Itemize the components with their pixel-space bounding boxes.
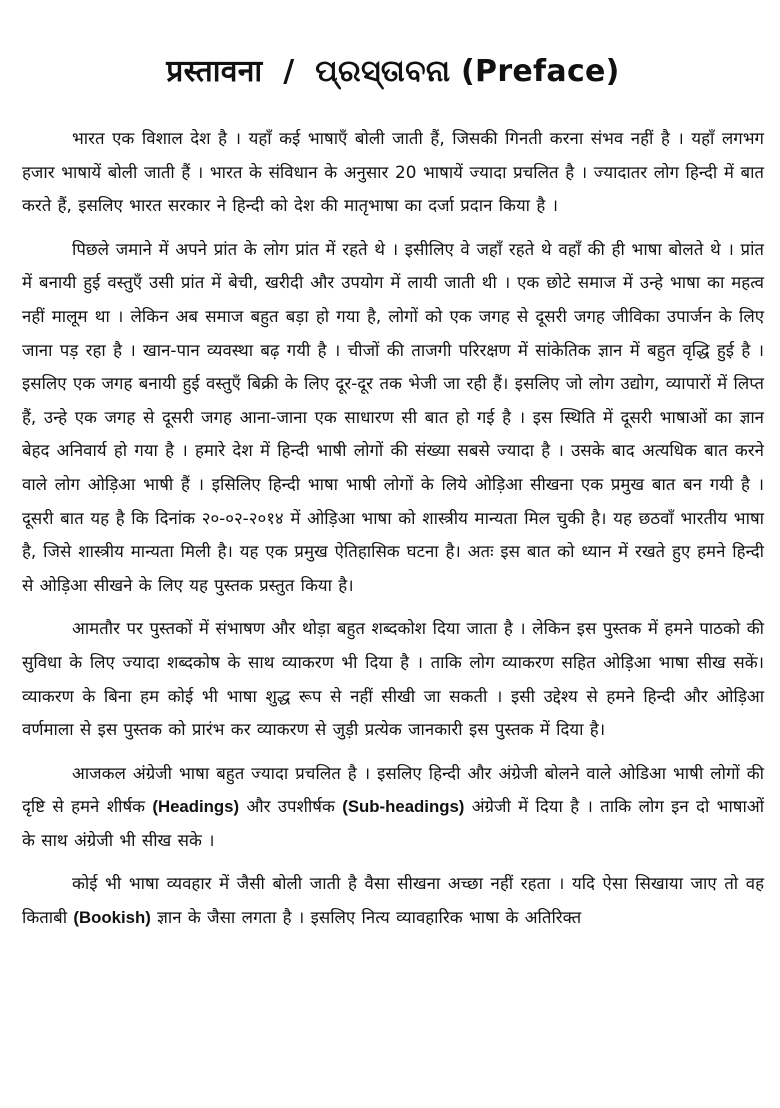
paragraph bbox=[22, 122, 764, 223]
document-page bbox=[22, 40, 764, 945]
paragraph bbox=[22, 233, 764, 603]
title-separator: / bbox=[283, 54, 295, 89]
page-title bbox=[22, 52, 764, 92]
paragraph-text: पिछले जमाने में अपने प्रांत के लोग प्रांत में रहते थे । इसीलिए वे जहाँ रहते थे वहाँ की ही भाषा बोलते थे । प्रांत में बनायी हुई वस्तुएँ उसी प्रांत में बेची, खरीदी और उपयोग में लायी जाती थी । एक छोटे समाज में उन्हे भाषा का महत्व नहीं मालूम था । लेकिन अब समाज बहुत बड़ा हो गया है, लोगों को एक जगह से दूसरी जगह जीविका उपार्जन के लिए जाना पड़ रहा है । खान-पान व्यवस्था बढ़ गयी है । चीजों की ताजगी परिरक्षण में सांकेतिक ज्ञान में बहुत वृद्धि हुई है । इसलिए एक जगह बनायी हुई वस्तुएँ बिक्री के लिए दूर-दूर तक भेजी जा रही हैं। इसलिए जो लोग उद्योग, व्यापारों में लिप्त हैं, उन्हे एक जगह से दूसरी जगह आना-जाना एक साधारण सी बात हो गई है । इस स्थिति में दूसरी भाषाओं का ज्ञान बेहद अनिवार्य हो गया है । हमारे देश में हिन्दी भाषी लोगों की संख्या सबसे ज्यादा है । उसके बाद अत्यधिक बात करने वाले लोग ओड़िआ भाषी हैं । इसिलिए हिन्दी भाषा भाषी लोगों के लिये ओड़िआ सीखना एक प्रमुख बात बन गयी है । दूसरी बात यह है कि दिनांक २०-०२-२०१४ में ओड़िआ भाषा को शास्त्रीय मान्यता मिल चुकी है। यह छठवाँ भारतीय भाषा है, जिसे शास्त्रीय मान्यता मिली है। यह एक प्रमुख ऐतिहासिक घटना है। अतः इस बात को ध्यान में रखते हुए हमने हिन्दी से ओड़िआ सीखने के लिए यह पुस्तक प्रस्तुत किया है। bbox=[22, 238, 764, 595]
paragraph bbox=[22, 612, 764, 746]
title-hindi: प्रस्तावना bbox=[166, 54, 263, 89]
paragraph-text: भारत एक विशाल देश है । यहाँ कई भाषाएँ बोली जाती हैं, जिसकी गिनती करना संभव नहीं है । यहाँ लगभग हजार भाषायें बोली जाती हैं । भारत के संविधान के अनुसार 20 भाषायें ज्यादा प्रचलित है । ज्यादातर लोग हिन्दी में बात करते हैं, इसलिए भारत सरकार ने हिन्दी को देश की मातृभाषा का दर्जा प्रदान किया है । bbox=[22, 128, 764, 216]
paragraph bbox=[22, 757, 764, 858]
title-english: (Preface) bbox=[461, 54, 620, 89]
title-odia: ପ୍ରସ୍ତାବନା bbox=[315, 54, 451, 89]
english-term: (Headings) bbox=[152, 797, 240, 817]
paragraph-text: आमतौर पर पुस्तकों में संभाषण और थोड़ा बहुत शब्दकोश दिया जाता है । लेकिन इस पुस्तक में हमने पाठको की सुविधा के लिए ज्यादा शब्दकोष के साथ व्याकरण भी दिया है । ताकि लोग व्याकरण सहित ओड़िआ भाषा सीख सकें। व्याकरण के बिना हम कोई भी भाषा शुद्ध रूप से नहीं सीखी जा सकती । इसी उद्देश्य से हमने हिन्दी और ओड़िआ वर्णमाला से इस पुस्तक को प्रारंभ कर व्याकरण से जुड़ी प्रत्येक जानकारी इस पुस्तक में दिया है। bbox=[22, 618, 764, 740]
paragraph-text: आजकल अंग्रेजी भाषा बहुत ज्यादा प्रचलित है । इसलिए हिन्दी और अंग्रेजी बोलने वाले ओडिआ भाषी लोगों की दृष्टि से हमने शीर्षक bbox=[22, 762, 764, 817]
english-term: (Sub-headings) bbox=[342, 797, 465, 817]
paragraph-text: कोई भी भाषा व्यवहार में जैसी बोली जाती है वैसा सीखना अच्छा नहीं रहता । यदि ऐसा सिखाया जाए तो वह किताबी bbox=[22, 873, 764, 928]
paragraph bbox=[22, 867, 764, 934]
paragraph-text: ज्ञान के जैसा लगता है । इसलिए नित्य व्यावहारिक भाषा के अतिरिक्त bbox=[150, 907, 582, 928]
english-term: (Bookish) bbox=[73, 908, 151, 928]
body-text bbox=[22, 122, 764, 935]
paragraph-text: और उपशीर्षक bbox=[239, 796, 343, 817]
paragraph-text: अंग्रेजी में दिया है । ताकि लोग इन दो भाषाओं के साथ अंग्रेजी भी सीख सके । bbox=[22, 796, 764, 850]
